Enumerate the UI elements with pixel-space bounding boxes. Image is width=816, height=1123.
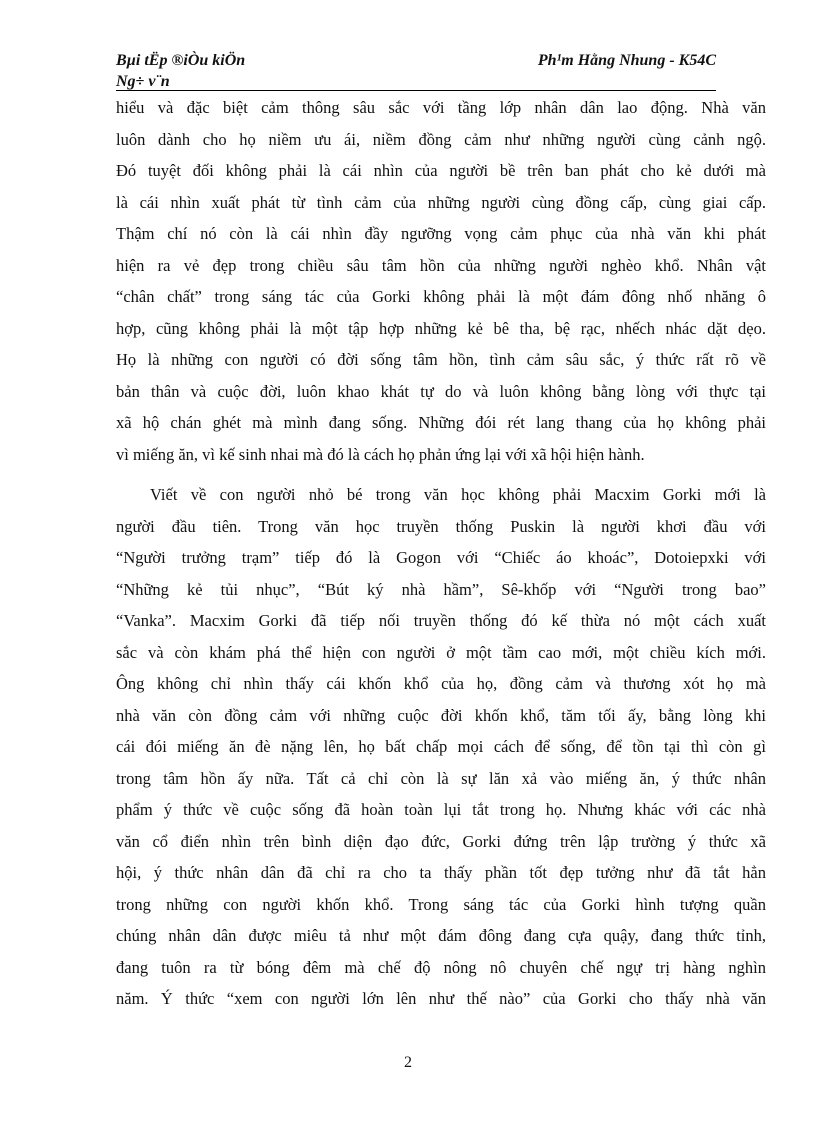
text-line: “Vanka”. Macxim Gorki đã tiếp nối truyền thống đó kế thừa nó một cách xuất: [116, 611, 766, 630]
text-line: sắc và còn khám phá thể hiện con người ở một tầm cao mới, một chiều kích mới.: [116, 642, 766, 662]
page-header: [116, 50, 716, 91]
text-line: “Người trưởng trạm” tiếp đó là Gogon với “Chiếc áo khoác”, Dotoiepxki với: [116, 548, 766, 567]
text-line: nhà văn còn đồng cảm với những cuộc đời khốn khổ, tăm tối ấy, bằng lòng khi: [116, 705, 766, 725]
text-line: trong tâm hồn ấy nữa. Tất cả chỉ còn là sự lăn xả vào miếng ăn, ý thức nhân: [116, 768, 766, 788]
text-line: người đầu tiên. Trong văn học truyền thống Puskin là người khơi đầu với: [116, 516, 766, 536]
text-line: cái đói miếng ăn đè nặng lên, họ bất chấp mọi cách để sống, để tồn tại thì còn gì: [116, 737, 766, 756]
header-left: [116, 50, 245, 92]
text-line: đang tuôn ra từ bóng đêm mà chế độ nông nô chuyên chế ngự trị hàng nghìn: [116, 957, 766, 977]
header-author: Ph¹m Hằng Nhung - K54C: [537, 52, 716, 69]
document-body: [116, 92, 766, 1015]
text-line: xã hộ chán ghét mà mình đang sống. Những đói rét lang thang của họ không phải: [116, 413, 766, 432]
text-line: năm. Ý thức “xem con người lớn lên như thế nào” của Gorki cho thấy nhà văn: [116, 989, 766, 1008]
text-line: hiện ra vẻ đẹp trong chiều sâu tâm hồn của những người nghèo khổ. Nhân vật: [116, 255, 766, 275]
page-number: 2: [404, 1054, 412, 1071]
text-line: bản thân và cuộc đời, luôn khao khát tự do và luôn không bằng lòng với thực tại: [116, 381, 766, 401]
text-line: Viết về con người nhỏ bé trong văn học không phải Macxim Gorki mới là: [150, 485, 766, 504]
text-line: Họ là những con người có đời sống tâm hồn, tình cảm sâu sắc, ý thức rất rõ về: [116, 350, 766, 369]
text-line: hợp, cũng không phải là một tập hợp những kẻ bê tha, bệ rạc, nhếch nhác dặt dẹo.: [116, 318, 766, 338]
text-line: “Những kẻ tủi nhục”, “Bút ký nhà hầm”, Sê-khốp với “Người trong bao”: [116, 579, 766, 599]
paragraph-1: [116, 92, 766, 470]
text-line: Ông không chỉ nhìn thấy cái khốn khổ của họ, đồng cảm và thương xót họ mà: [116, 674, 766, 693]
text-line: Thậm chí nó còn là cái nhìn đầy ngưỡng vọng cảm phục của nhà văn khi phát: [116, 224, 766, 243]
header-course-title: Bµi tËp ®iÒu kiÖn: [116, 52, 246, 69]
paragraph-2: [116, 479, 766, 1015]
text-line: hiểu và đặc biệt cảm thông sâu sắc với tầng lớp nhân dân lao động. Nhà văn: [116, 98, 766, 117]
text-line: “chân chất” trong sáng tác của Gorki không phải là một đám đông nhố nhăng ô: [116, 287, 766, 306]
text-line: luôn dành cho họ niềm ưu ái, niềm đồng cảm như những người cùng cảnh ngộ.: [116, 129, 766, 149]
text-line: Đó tuyệt đối không phải là cái nhìn của người bề trên ban phát cho kẻ dưới mà: [116, 161, 766, 180]
text-line: trong những con người khốn khổ. Trong sáng tác của Gorki hình tượng quần: [116, 894, 766, 914]
header-subject: Ng÷ v¨n: [116, 73, 170, 90]
text-line: chúng nhân dân được miêu tả như một đám đông đang cựa quậy, đang thức tỉnh,: [116, 926, 766, 945]
text-line: là cái nhìn xuất phát từ tình cảm của những người cùng đồng cấp, cùng giai cấp.: [116, 192, 766, 212]
text-line: văn cổ điển nhìn trên bình diện đạo đức, Gorki đứng trên lập trường ý thức xã: [116, 831, 766, 851]
text-line: phẩm ý thức về cuộc sống đã hoàn toàn lụi tắt trong họ. Nhưng khác với các nhà: [116, 800, 766, 819]
text-line: hội, ý thức nhân dân đã chỉ ra cho ta thấy phần tốt đẹp tưởng như đã tắt hẳn: [116, 863, 766, 882]
text-line: vì miếng ăn, vì kế sinh nhai mà đó là cách họ phản ứng lại với xã hội hiện hành.: [116, 444, 645, 464]
